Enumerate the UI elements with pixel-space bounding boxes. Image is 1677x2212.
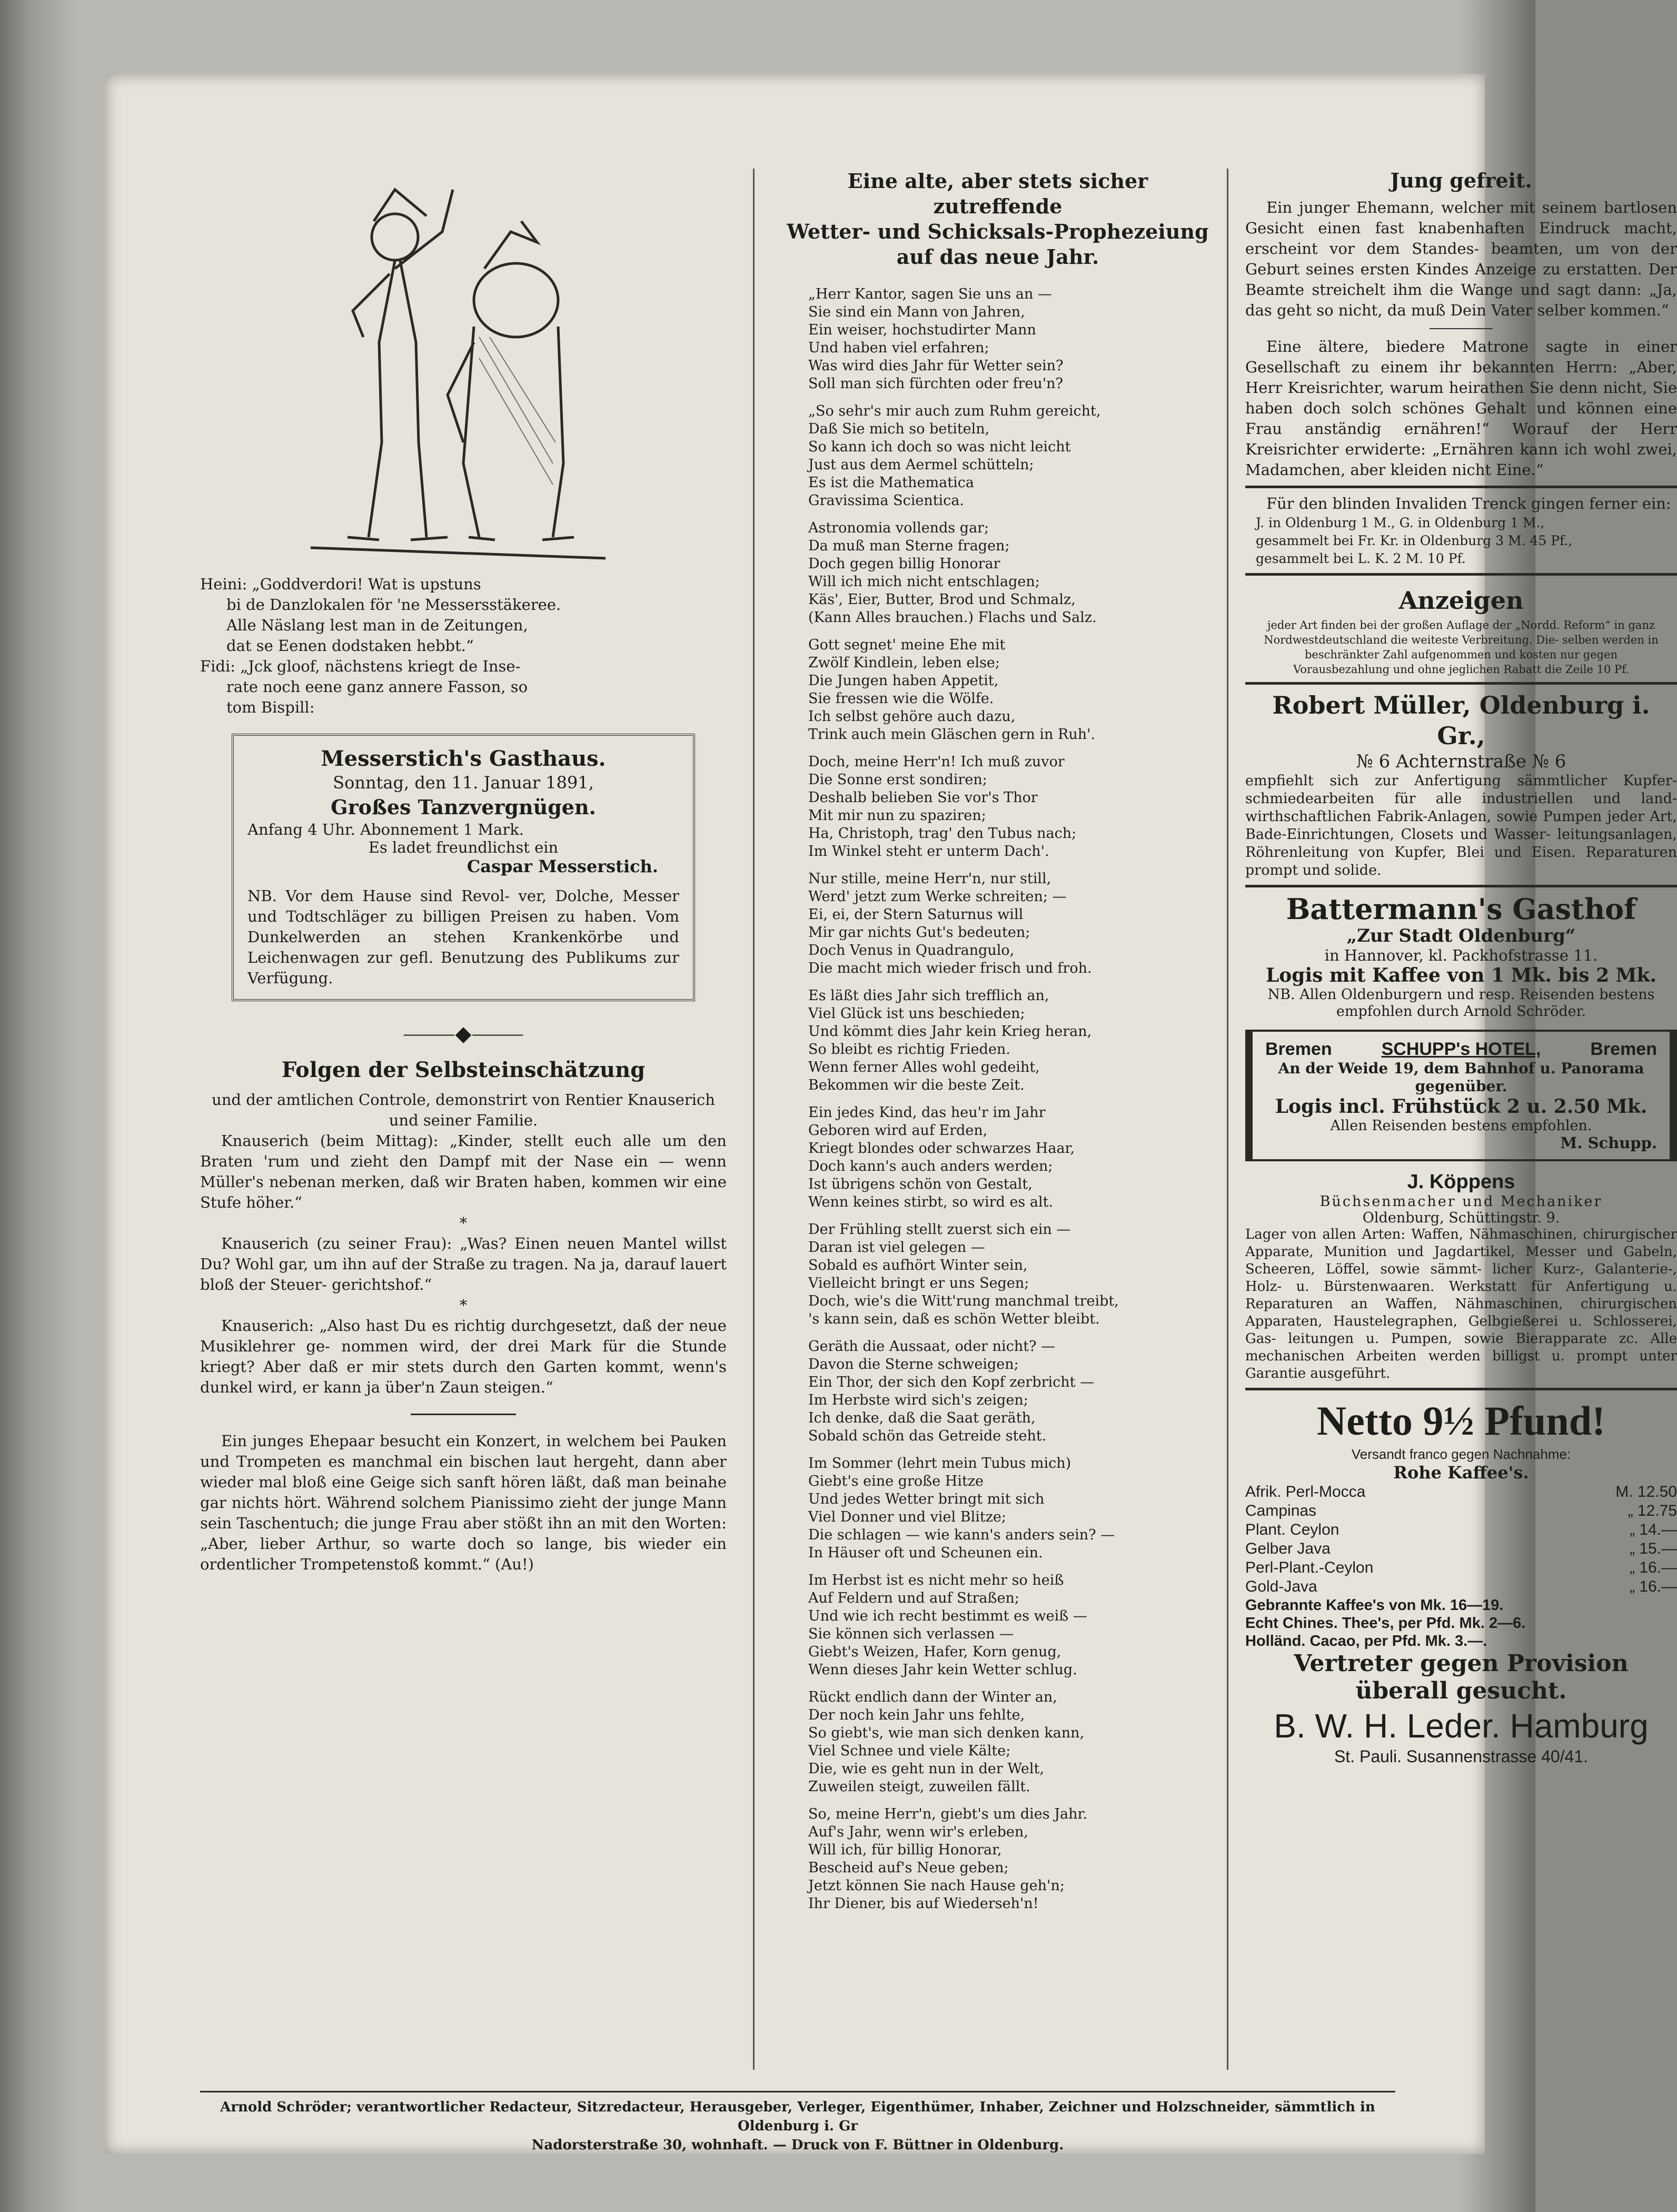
poem-line: Sobald schön das Getreide steht. (808, 1428, 1047, 1444)
battermann-note: NB. Allen Oldenburgern und resp. Reisenden bestens empfohlen durch Arnold Schröder. (1267, 986, 1655, 1020)
poem-line: Zwölf Kindlein, leben else; (808, 655, 1000, 671)
coffee-name: Campinas (1245, 1502, 1317, 1519)
poem-line: So bleibt es richtig Frieden. (808, 1041, 1010, 1058)
poem-line: Geräth die Aussaat, oder nicht? — (808, 1338, 1056, 1355)
poem-line: Ha, Christoph, trag' den Tubus nach; (808, 825, 1077, 842)
poem-line: Was wird dies Jahr für Wetter sein? (808, 358, 1064, 374)
price-list (1245, 1483, 1677, 1596)
article-paragraph: Knauserich: „Also hast Du es richtig durchgesetzt, daß der neue Musiklehrer ge- nommen wird, der drei Mark für die Stunde kriegt? Aber daß er mir stets durch den Garten kommt, wenn's dunkel wird, er kann ja über'n Zaun steigen.“ (200, 1317, 727, 1396)
leder-title: B. W. H. Leder. Hamburg (1274, 1707, 1649, 1745)
poem-line: Und kömmt dies Jahr kein Krieg heran, (808, 1023, 1092, 1040)
coffee-name: Afrik. Perl-Mocca (1245, 1483, 1366, 1500)
battermann-subtitle: „Zur Stadt Oldenburg“ (1346, 925, 1576, 946)
poem-line: Im Herbste wird sich's zeigen; (808, 1392, 1028, 1408)
poem-line: So, meine Herr'n, giebt's um dies Jahr. (808, 1806, 1088, 1822)
cartoon-illustration (290, 169, 616, 569)
schupp-city: Bremen (1590, 1039, 1657, 1059)
poem-line: Ein jedes Kind, das heu'r im Jahr (808, 1104, 1046, 1121)
poem-line: Auf Feldern und auf Straßen; (808, 1590, 1020, 1606)
advert-signature: Caspar Messerstich. (467, 856, 658, 876)
advert-date: Sonntag, den 11. Januar 1891, (333, 773, 594, 793)
poem-line: Da muß man Sterne fragen; (808, 538, 1010, 554)
battermann-location: in Hannover, kl. Packhofstrasse 11. (1324, 946, 1598, 964)
coffee-price: „ 14.— (1629, 1521, 1677, 1538)
poem-line: Will ich mich nicht entschlagen; (808, 574, 1040, 590)
poem-line: Die Jungen haben Appetit, (808, 673, 999, 689)
poem-stanza (808, 285, 1214, 393)
poem-line: Die schlagen — wie kann's anders sein? — (808, 1527, 1115, 1543)
price-row (1245, 1577, 1677, 1596)
poem-line: Im Winkel steht er unterm Dach'. (808, 843, 1049, 860)
poem-line: Der noch kein Jahr uns fehlte, (808, 1707, 1025, 1723)
poem-stanza (808, 1104, 1214, 1211)
poem-stanza (808, 753, 1214, 861)
poem-line: Gott segnet' meine Ehe mit (808, 637, 1006, 653)
donation-line: gesammelt bei Fr. Kr. in Oldenburg 3 M. 45 Pf., (1256, 533, 1573, 548)
poem-line: Es ist die Mathematica (808, 475, 974, 491)
mueller-address: № 6 Achternstraße № 6 (1356, 751, 1566, 772)
poem-line: „So sehr's mir auch zum Ruhm gereicht, (808, 403, 1101, 419)
poem-line: Gravissima Scientica. (808, 492, 964, 509)
mueller-title: Robert Müller, Oldenburg i. Gr., (1272, 691, 1650, 750)
poem-line: Es läßt dies Jahr sich trefflich an, (808, 987, 1049, 1004)
poem-line: Rückt endlich dann der Winter an, (808, 1689, 1057, 1705)
coffee-price: „ 16.— (1629, 1578, 1677, 1595)
poem-line: Mir gar nichts Gut's bedeuten; (808, 924, 1030, 941)
advert-line: Anfang 4 Uhr. Abonnement 1 Mark. (247, 821, 524, 838)
cartoon-caption-line: tom Bispill: (226, 698, 315, 716)
netto-heading: Rohe Kaffee's. (1393, 1463, 1529, 1483)
poem-line: Sie fressen wie die Wölfe. (808, 690, 994, 707)
poem-line: Die, wie es geht nun in der Welt, (808, 1761, 1044, 1777)
schupp-recommendation: Allen Reisenden bestens empfohlen. (1330, 1118, 1592, 1134)
poem-stanza (808, 987, 1214, 1094)
poem-line: Doch kann's auch anders werden; (808, 1158, 1053, 1174)
battermann-price: Logis mit Kaffee von 1 Mk. bis 2 Mk. (1265, 964, 1657, 986)
poem-line: „Herr Kantor, sagen Sie uns an — (808, 286, 1052, 302)
imprint-footer (200, 2091, 1395, 2155)
poem-line: Auf's Jahr, wenn wir's erleben, (808, 1824, 1028, 1840)
battermann-title: Battermann's Gasthof (1286, 892, 1636, 926)
poem-line: Im Herbst ist es nicht mehr so heiß (808, 1572, 1064, 1588)
cartoon-caption-line: dat se Eenen dodstaken hebbt.“ (226, 637, 474, 655)
poem-line: In Häuser oft und Scheunen ein. (808, 1545, 1043, 1561)
poem-line: Ein weiser, hochstudirter Mann (808, 322, 1036, 338)
ads-rates-text: jeder Art finden bei der großen Auflage der „Nordd. Reform“ in ganz Nordwestdeutschland die weiteste Verbreitung. Die- selben werden in beschränkter Zahl aufgenommen und kosten nur gegen Vorausbezahlung und ohne jeglichen Rabatt die Zeile 10 Pf. (1264, 619, 1659, 676)
poem-stanza (808, 1221, 1214, 1328)
poem-line: (Kann Alles brauchen.) Flachs und Salz. (808, 609, 1097, 626)
poem-line: Der Frühling stellt zuerst sich ein — (808, 1221, 1071, 1238)
section-rule (1245, 885, 1677, 887)
netto-title: Netto 9½ Pfund! (1316, 1398, 1606, 1444)
poem-line: Davon die Sterne schweigen; (808, 1356, 1019, 1372)
netto-agent-wanted: Vertreter gegen Provision überall gesucht. (1294, 1650, 1629, 1704)
poem-line: Viel Schnee und viele Kälte; (808, 1743, 1011, 1759)
price-row (1245, 1520, 1677, 1539)
poem-title (782, 169, 1214, 270)
poem-line: Will ich, für billig Honorar, (808, 1842, 1002, 1858)
donation-intro: Für den blinden Invaliden Trenck gingen ferner ein: (1266, 495, 1671, 512)
poem-stanza (808, 1455, 1214, 1562)
poem-line: Ein Thor, der sich den Kopf zerbricht — (808, 1374, 1095, 1390)
poem-line: Im Sommer (lehrt mein Tubus mich) (808, 1455, 1071, 1472)
section-rule (1245, 682, 1677, 685)
price-row (1245, 1502, 1677, 1520)
poem-line: Doch, meine Herr'n! Ich muß zuvor (808, 754, 1065, 770)
poem-line: Just aus dem Aermel schütteln; (808, 457, 1034, 473)
newspaper-page (105, 74, 1677, 2154)
donation-line: J. in Oldenburg 1 M., G. in Oldenburg 1 M., (1256, 515, 1545, 530)
messerstich-advert (232, 734, 695, 1001)
leder-address: St. Pauli. Susannenstrasse 40/41. (1334, 1747, 1589, 1766)
poem-line: Viel Donner und viel Blitze; (808, 1509, 1006, 1525)
poem-line: Ihr Diener, bis auf Wiederseh'n! (808, 1895, 1039, 1912)
story-paragraph: Ein junger Ehemann, welcher mit seinem bartlosen Gesicht einen fast knabenhaften Eindruck macht, erscheint vor dem Standes- beamten, um von der Geburt seines ersten Kindes Anzeige zu erstatten. Der Beamte streichelt ihm die Wange und sagt dann: „Ja, das geht so nicht, da muß Dein Vater selber kommen.“ (1245, 199, 1677, 319)
cartoon-caption-line: rate noch eene ganz annere Fasson, so (226, 678, 528, 696)
poem-line: So giebt's, wie man sich denken kann, (808, 1725, 1085, 1741)
poem-line: Viel Glück ist uns beschieden; (808, 1005, 1025, 1022)
poem-stanzas (782, 285, 1214, 1913)
poem-line: Werd' jetzt zum Werke schreiten; — (808, 888, 1067, 905)
article-paragraph: Knauserich (beim Mittag): „Kinder, stellt euch alle um den Braten 'rum und zieht den Dampf mit der Nase ein — wenn Müller's nebenan merken, daß wir Braten haben, kommen wir eine Stufe höher.“ (200, 1132, 727, 1211)
poem-stanza (808, 1688, 1214, 1796)
poem-line: 's kann sein, daß es schön Wetter bleibt. (808, 1311, 1100, 1327)
poem-title-line: auf das neue Jahr. (896, 245, 1099, 269)
anecdote-paragraph: Ein junges Ehepaar besucht ein Konzert, in welchem bei Pauken und Trompeten es manchmal ein bischen laut hergeht, dann aber wieder mal bloß eine Geige sich sanft hören läßt, daß man beinahe gar nichts hört. Während solchem Pianissimo zieht der junge Mann sein Taschentuch; die junge Frau aber stößt ihn an mit den Worten: „Aber, lieber Arthur, so warte doch so lange, bis wieder ein ordentlicher Trompetenstoß kommt.“ (Au!) (200, 1432, 727, 1573)
poem-line: Wenn ferner Alles wohl gedeiht, (808, 1059, 1040, 1075)
article-body (200, 1090, 727, 1398)
donation-line: gesammelt bei L. K. 2 M. 10 Pf. (1256, 551, 1466, 566)
poem-stanza (808, 870, 1214, 977)
advert-note: NB. Vor dem Hause sind Revol- ver, Dolche, Messer und Todtschläger zu billigen Preisen zu haben. Vom Dunkelwerden an stehen Krankenkörbe und Leichenwagen zur gefl. Benutzung des Publikums zur Verfügung. (247, 887, 679, 987)
ornament-divider: ⸻◆⸻ (402, 1022, 524, 1046)
advert-line: Es ladet freundlichst ein (368, 838, 559, 856)
koeppens-title: J. Köppens (1407, 1171, 1515, 1193)
column-3 (1245, 169, 1677, 1766)
poem-title-line: Wetter- und Schicksals-Prophezeiung (787, 220, 1209, 243)
column-1 (200, 169, 727, 1575)
koeppens-subtitle: Büchsenmacher und Mechaniker (1319, 1193, 1603, 1210)
coffee-name: Gelber Java (1245, 1540, 1331, 1557)
poem-line: Und jedes Wetter bringt mit sich (808, 1491, 1045, 1507)
advert-title: Messerstich's Gasthaus. (321, 746, 606, 771)
poem-line: Astronomia vollends gar; (808, 520, 989, 536)
coffee-price: M. 12.50 (1615, 1483, 1677, 1500)
schupp-hotel-advert (1245, 1030, 1677, 1161)
poem-line: Doch gegen billig Honorar (808, 556, 1000, 572)
price-row (1245, 1539, 1677, 1558)
poem-line: Und haben viel erfahren; (808, 340, 989, 356)
poem-line: Trink auch mein Gläschen gern in Ruh'. (808, 726, 1096, 743)
advert-event: Großes Tanzvergnügen. (331, 795, 596, 819)
poem-line: So kann ich doch so was nicht leicht (808, 439, 1071, 455)
poem-line: Jetzt können Sie nach Hause geh'n; (808, 1878, 1065, 1894)
coffee-price: „ 12.75 (1628, 1502, 1677, 1519)
poem-line: Wenn keines stirbt, so wird es alt. (808, 1194, 1054, 1210)
poem-line: Doch, wie's die Witt'rung manchmal treibt, (808, 1293, 1119, 1309)
poem-title-line: Eine alte, aber stets sicher zutreffende (847, 169, 1148, 218)
schupp-city: Bremen (1265, 1039, 1332, 1059)
article-paragraph: Knauserich (zu seiner Frau): „Was? Einen neuen Mantel willst Du? Wohl gar, um ihn auf der Straße zu tragen. Na ja, darauf lauert bloß der Steuer- gerichtshof.“ (200, 1235, 727, 1293)
koeppens-address: Oldenburg, Schüttingstr. 9. (1362, 1210, 1560, 1226)
poem-line: Ich denke, daß die Saat geräth, (808, 1410, 1036, 1426)
footer-rule (200, 2091, 1395, 2092)
schupp-hotel-name: SCHUPP's HOTEL, (1381, 1039, 1541, 1059)
mueller-text: empfiehlt sich zur Anfertigung sämmtlicher Kupfer- schmiedearbeiten für alle industriellen und land- wirthschaftlichen Fabrik-Anlagen, sowie Pumpen jeder Art, Bade-Einrichtungen, Closets und Wasser- leitungsanlagen, Röhrenleitung von Kupfer, Blei und Eisen. Reparaturen prompt und solide. (1245, 773, 1677, 878)
poem-line: Käs', Eier, Butter, Brod und Schmalz, (808, 591, 1076, 608)
poem-line: Daß Sie mich so betiteln, (808, 421, 990, 437)
netto-extra-line: Echt Chines. Thee's, per Pfd. Mk. 2—6. (1245, 1615, 1526, 1632)
poem-line: Nur stille, meine Herr'n, nur still, (808, 871, 1051, 887)
poem-line: Mit mir nun zu spaziren; (808, 807, 986, 824)
price-row (1245, 1483, 1677, 1502)
poem-stanza (808, 519, 1214, 627)
poem-line: Sie können sich verlassen — (808, 1626, 1014, 1642)
poem-line: Sobald es aufhört Winter sein, (808, 1257, 1028, 1273)
separator-star: * (459, 1296, 468, 1314)
story-paragraph: Eine ältere, biedere Matrone sagte in einer Gesellschaft zu einem ihr bekannten Herrn: „Aber, Herr Kreisrichter, warum heirathen Sie denn nicht, Sie haben doch solch schönes Gehalt und können eine Frau anständig ernähren!“ Worauf der Herr Kreisrichter erwiderte: „Ernähren kann ich wohl zwei, Madamchen, aber kleiden nicht Eine.“ (1245, 338, 1677, 479)
koeppens-text: Lager von allen Arten: Waffen, Nähmaschinen, chirurgischer Apparate, Munition und Jagdartikel, Messer und Gabeln, Scheeren, Löffel, sowie sämmt- licher Kurz-, Galanterie-, Holz- u. Bürstenwaaren. Werkstatt für Anfertigung u. Reparaturen an Waffen, Nähmaschinen, chirurgischen Apparaten, Haustelegraphen, Gelbgießerei u. Schlosserei, Gas- leitungen u. Pumpen, sowie Bierapparate zc. Alle mechanischen Arbeiten werden billigst u. prompt unter Garantie ausgeführt. (1245, 1227, 1677, 1381)
poem-line: Giebt's eine große Hitze (808, 1473, 984, 1489)
column-divider (753, 169, 755, 2070)
poem-stanza (808, 402, 1214, 510)
poem-stanza (808, 636, 1214, 744)
poem-line: Deshalb belieben Sie vor's Thor (808, 789, 1038, 806)
poem-line: Und wie ich recht bestimmt es weiß — (808, 1608, 1087, 1624)
article-title: Folgen der Selbsteinschätzung (281, 1058, 646, 1082)
poem-line: Daran ist viel gelegen — (808, 1239, 985, 1256)
coffee-price: „ 16.— (1629, 1559, 1677, 1576)
imprint-line: Nadorsterstraße 30, wohnhaft. — Druck von F. Büttner in Oldenburg. (531, 2137, 1064, 2153)
cartoon-caption-line: Alle Näslang lest man in de Zeitungen, (226, 616, 528, 634)
schupp-address: An der Weide 19, dem Bahnhof u. Panorama gegenüber. (1278, 1060, 1644, 1095)
short-rule (1430, 328, 1493, 329)
poem-line: Soll man sich fürchten oder freu'n? (808, 376, 1064, 392)
poem-line: Die macht mich wieder frisch und froh. (808, 960, 1092, 976)
poem-line: Vielleicht bringt er uns Segen; (808, 1275, 1029, 1291)
poem-stanza (808, 1805, 1214, 1913)
poem-line: Wenn dieses Jahr kein Wetter schlug. (808, 1662, 1077, 1678)
poem-line: Giebt's Weizen, Hafer, Korn genug, (808, 1644, 1061, 1660)
column-divider (1227, 169, 1228, 2070)
poem-line: Ich selbst gehöre auch dazu, (808, 708, 1016, 725)
coffee-name: Perl-Plant.-Ceylon (1245, 1559, 1374, 1576)
story-title: Jung gefreit. (1390, 169, 1532, 192)
netto-subtitle: Versandt franco gegen Nachnahme: (1351, 1446, 1571, 1462)
coffee-price: „ 15.— (1629, 1540, 1677, 1557)
poem-line: Bescheid auf's Neue geben; (808, 1860, 1009, 1876)
price-row (1245, 1558, 1677, 1577)
poem-line: Ist übrigens schön von Gestalt, (808, 1176, 1033, 1192)
imprint-line: Arnold Schröder; verantwortlicher Redacteur, Sitzredacteur, Herausgeber, Verleger, Eigenthümer, Inhaber, Zeichner und Holzschneider, sämmtlich in Oldenburg i. Gr (220, 2099, 1375, 2134)
poem-line: Bekommen wir die beste Zeit. (808, 1077, 1025, 1093)
cartoon-caption-line: bi de Danzlokalen för 'ne Messersstäkeree. (226, 596, 561, 614)
poem-stanza (808, 1572, 1214, 1679)
poem-line: Doch Venus in Quadrangulo, (808, 942, 1015, 959)
section-rule (1245, 486, 1677, 488)
netto-extra-line: Holländ. Cacao, per Pfd. Mk. 3.—. (1245, 1633, 1487, 1650)
schupp-price: Logis incl. Frühstück 2 u. 2.50 Mk. (1275, 1095, 1648, 1118)
separator-star: * (459, 1214, 468, 1232)
poem-line: Geboren wird auf Erden, (808, 1122, 988, 1139)
coffee-name: Plant. Ceylon (1245, 1521, 1339, 1538)
poem-line: Die Sonne erst sondiren; (808, 772, 987, 788)
poem-line: Zuweilen steigt, zuweilen fällt. (808, 1779, 1030, 1795)
column-2 (782, 169, 1214, 1922)
short-rule (411, 1414, 516, 1415)
poem-line: Sie sind ein Mann von Jahren, (808, 304, 1025, 320)
poem-line: Kriegt blondes oder schwarzes Haar, (808, 1140, 1075, 1157)
poem-stanza (808, 1338, 1214, 1445)
cartoon-caption-line: Heini: „Goddverdori! Wat is upstuns (200, 575, 481, 593)
article-paragraph: und der amtlichen Controle, demonstrirt von Rentier Knauserich und seiner Familie. (212, 1091, 715, 1129)
section-rule (1245, 1388, 1677, 1390)
schupp-signature: M. Schupp. (1560, 1134, 1657, 1152)
coffee-name: Gold-Java (1245, 1578, 1317, 1595)
poem-line: Ei, ei, der Stern Saturnus will (808, 906, 1024, 923)
ads-heading: Anzeigen (1398, 586, 1524, 615)
section-rule (1245, 573, 1677, 576)
netto-extra-line: Gebrannte Kaffee's von Mk. 16—19. (1245, 1597, 1504, 1614)
cartoon-caption-line: Fidi: „Jck gloof, nächstens kriegt de Inse- (200, 657, 521, 675)
